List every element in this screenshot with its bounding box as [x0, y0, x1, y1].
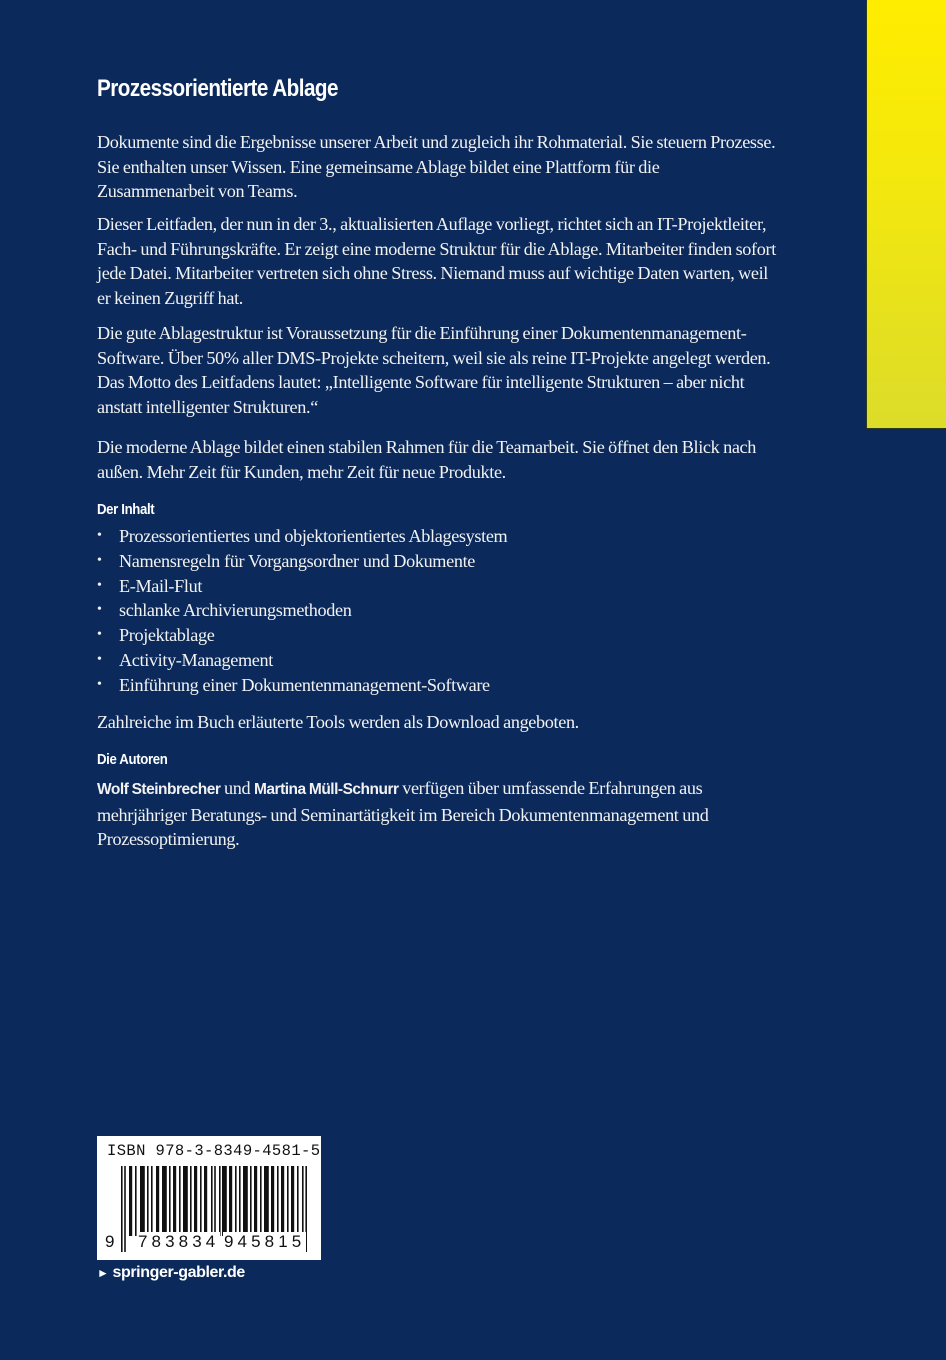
dms-paragraph: Die gute Ablagestruktur ist Voraussetzung für die Einführung einer Dokumentenmanagement-Software. Über 50% aller DMS-Projekte scheitern, weil sie als reine IT-Projekte angelegt werden. Das Motto des Leitfadens lautet: „Intelligente Software für intelligente Strukturen – aber nicht anstatt intelligenter Strukturen.“ — [97, 323, 771, 417]
author-name: Martina Müll-Schnurr — [254, 781, 399, 798]
play-arrow-icon: ► — [97, 1266, 109, 1280]
audience-paragraph: Dieser Leitfaden, der nun in der 3., aktualisierten Auflage vorliegt, richtet sich an IT-Projektleiter, Fach- und Führungskräfte. Er zeigt eine moderne Struktur für die Ablage. Mitarbeiter finden sofort jede Datei. Mitarbeiter vertreten sich ohne Stress. Niemand muss auf wichtige Daten warten, weil er keinen Zugriff hat. — [97, 214, 776, 308]
downloads-note: Zahlreiche im Buch erläuterte Tools werden als Download angeboten. — [97, 712, 579, 732]
list-item: • Projektablage — [97, 623, 507, 648]
bullet-icon: • — [97, 552, 102, 568]
ean-left-digits: 783834 — [138, 1232, 220, 1251]
list-item: • Namensregeln für Vorgangsordner und Dokumente — [97, 549, 507, 574]
teamwork-paragraph: Die moderne Ablage bildet einen stabilen Rahmen für die Teamarbeit. Sie öffnet den Blick nach außen. Mehr Zeit für Kunden, mehr Zeit für neue Produkte. — [97, 437, 757, 482]
ean-first-digit: 9 — [105, 1232, 119, 1251]
isbn-barcode — [97, 1136, 321, 1260]
authors-paragraph: Wolf Steinbrecher und Martina Müll-Schnurr verfügen über umfassende Erfahrungen aus mehrjähriger Beratungs- und Seminartätigkeit im Bereich Dokumentenmanagement und Prozessoptimierung. — [97, 778, 709, 849]
bullet-icon: • — [97, 577, 102, 593]
page-title: Prozessorientierte Ablage — [97, 75, 338, 102]
bullet-icon: • — [97, 651, 102, 667]
contents-heading: Der Inhalt — [97, 501, 155, 518]
bullet-icon: • — [97, 676, 102, 692]
contents-list — [97, 524, 507, 698]
bullet-icon: • — [97, 602, 102, 618]
yellow-accent-stripe — [867, 0, 946, 428]
bullet-icon: • — [97, 627, 102, 643]
list-item: • Einführung einer Dokumentenmanagement-Software — [97, 673, 507, 698]
authors-heading: Die Autoren — [97, 751, 168, 768]
author-name: Wolf Steinbrecher — [97, 781, 221, 798]
isbn-label: ISBN 978-3-8349-4581-5 — [107, 1142, 321, 1160]
intro-paragraph: Dokumente sind die Ergebnisse unserer Arbeit und zugleich ihr Rohmaterial. Sie steuern Prozesse. Sie enthalten unser Wissen. Eine gemeinsame Ablage bildet eine Plattform für die Zusammenarbeit von Teams. — [97, 132, 776, 201]
list-item: • E-Mail-Flut — [97, 574, 507, 599]
publisher-url: springer-gabler.de — [112, 1264, 245, 1281]
ean-right-digits: 945815 — [224, 1232, 306, 1251]
list-item: • Prozessorientiertes und objektorientiertes Ablagesystem — [97, 524, 507, 549]
list-item: • Activity-Management — [97, 648, 507, 673]
list-item: • schlanke Archivierungsmethoden — [97, 598, 507, 623]
back-cover-text — [97, 70, 777, 849]
publisher-website-link[interactable] — [97, 1264, 245, 1282]
bullet-icon: • — [97, 528, 102, 543]
